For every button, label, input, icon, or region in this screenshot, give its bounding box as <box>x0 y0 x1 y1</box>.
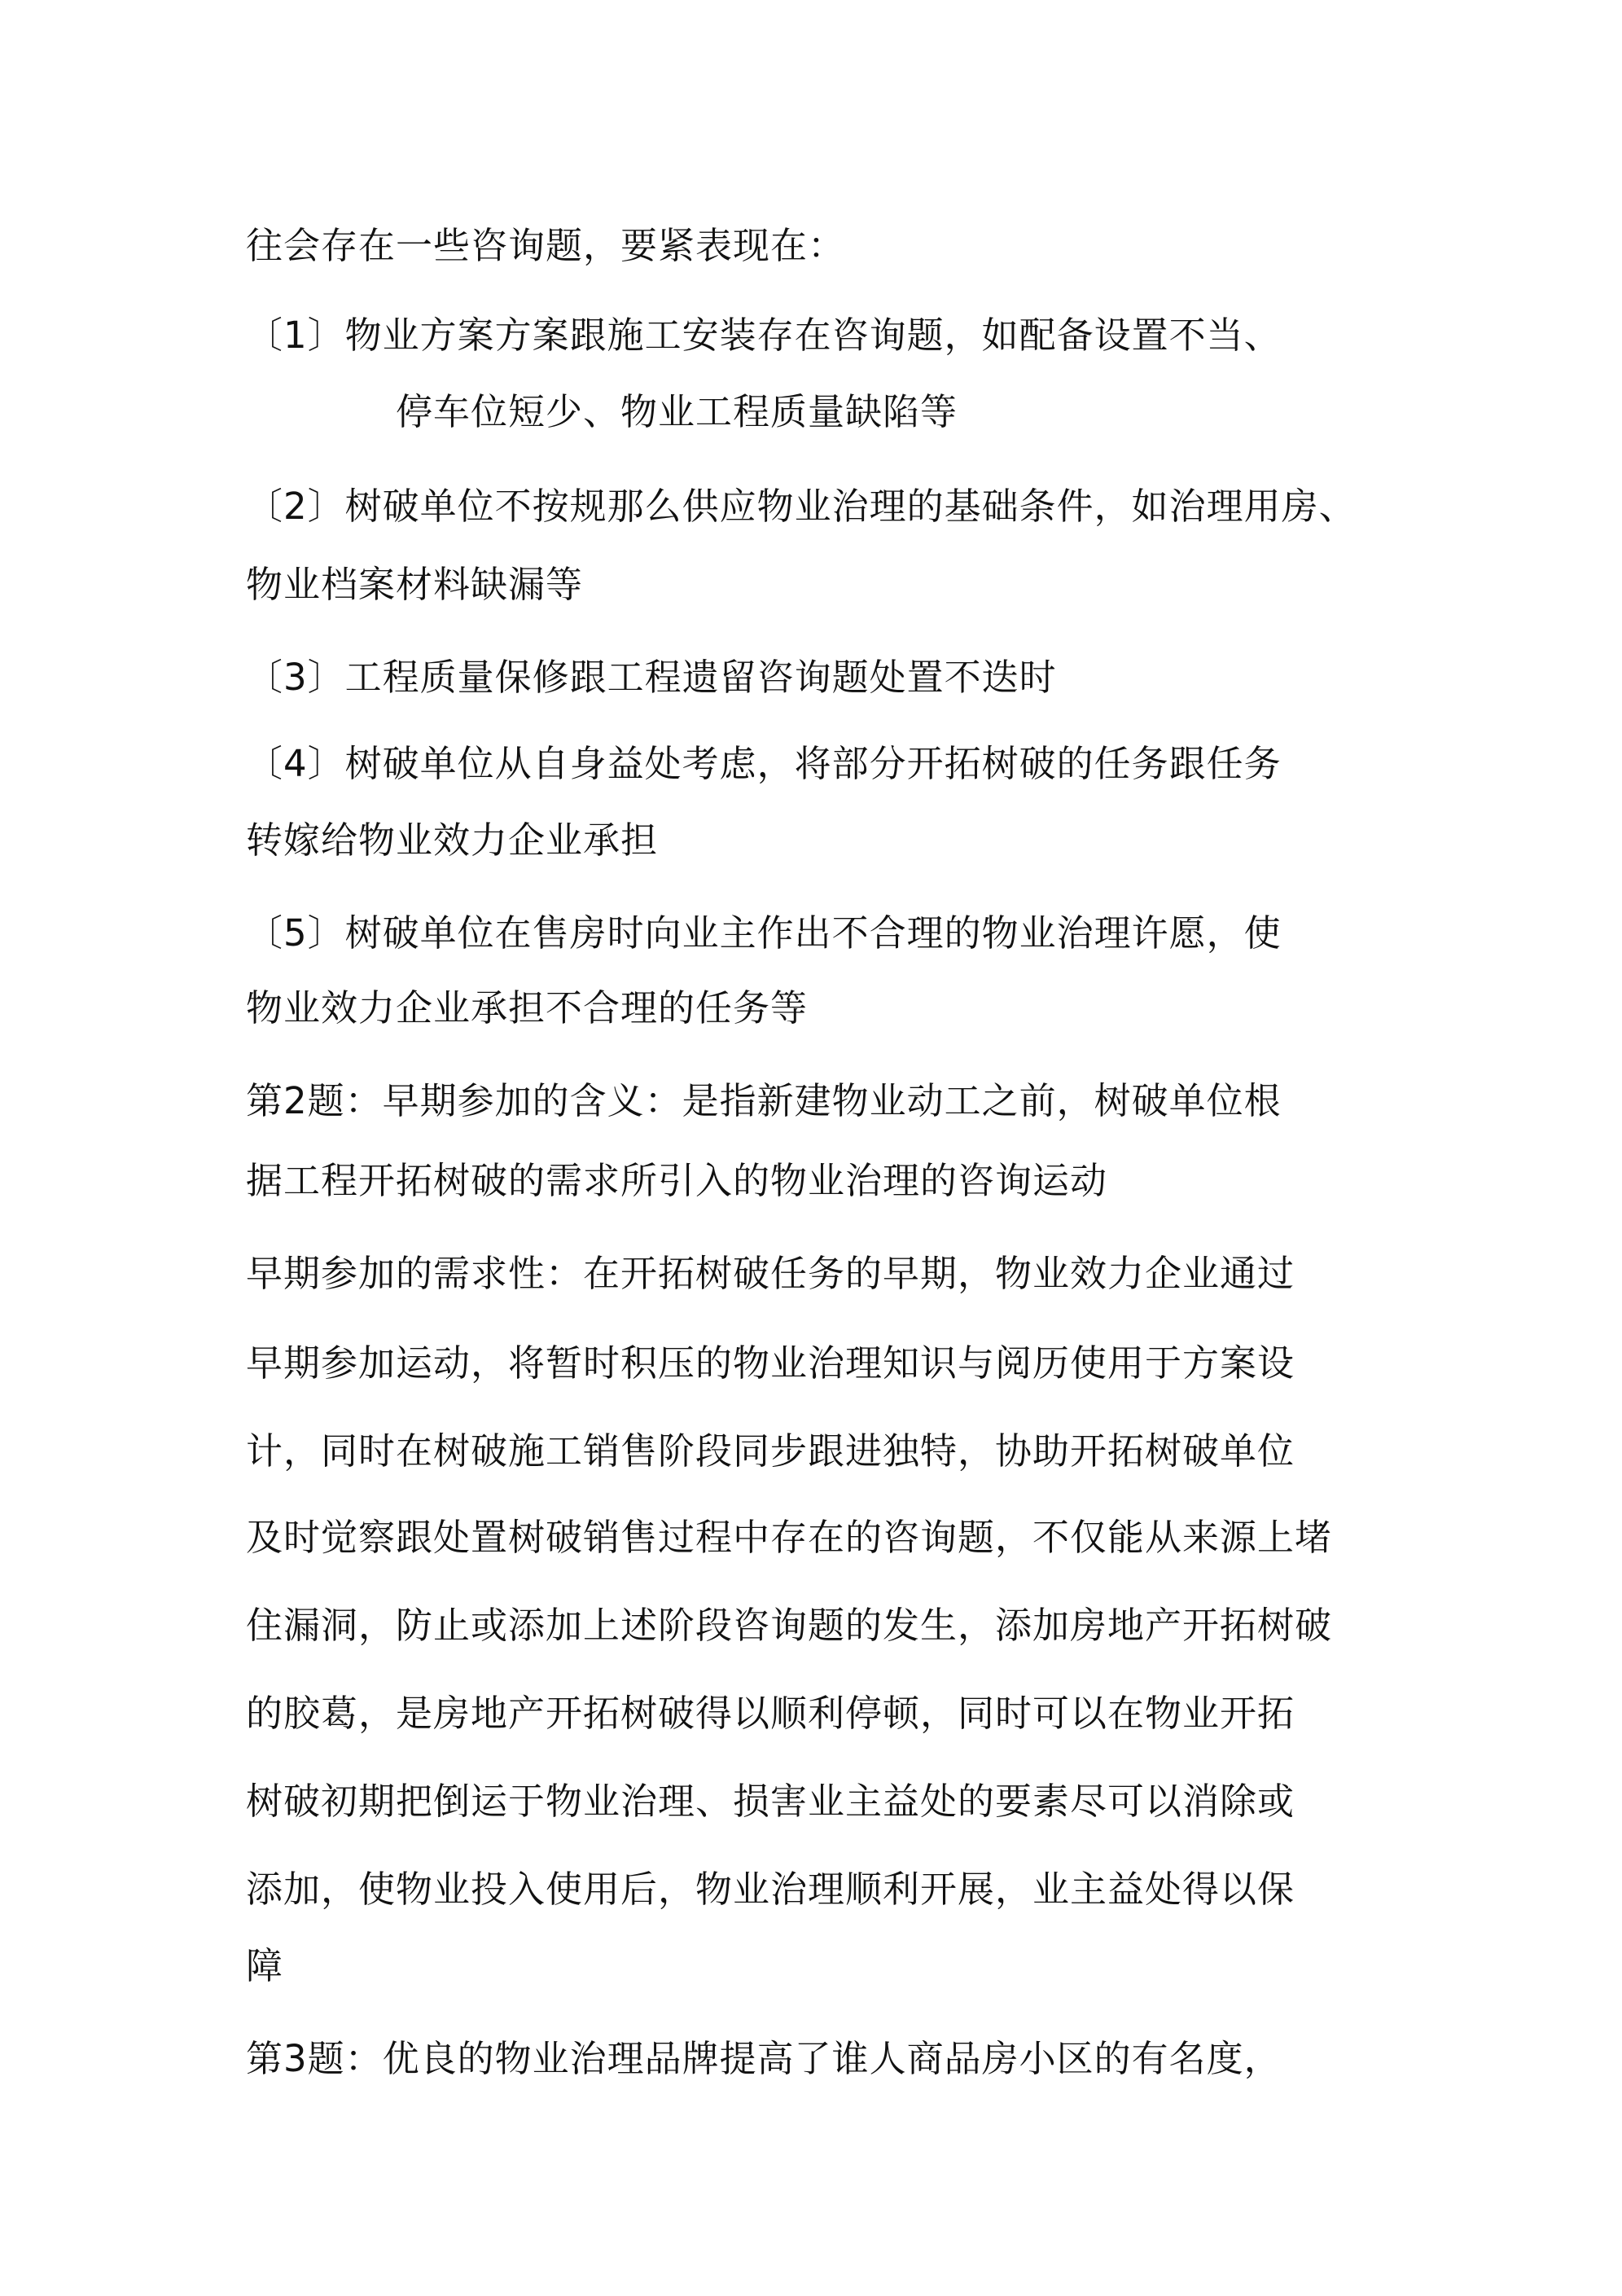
list-item-5-continuation: 物业效力企业承担不合理的任务等 <box>246 986 809 1029</box>
text-line: 住漏洞，防止或添加上述阶段咨询题的发生，添加房地产开拓树破 <box>246 1604 1333 1647</box>
text-line: 障 <box>246 1944 284 1987</box>
text-line: 添加，使物业投入使用后，物业治理顺利开展，业主益处得以保 <box>246 1868 1295 1911</box>
text-line: 据工程开拓树破的需求所引入的物业治理的咨询运动 <box>246 1159 1108 1202</box>
list-item-1-continuation: 停车位短少、物业工程质量缺陷等 <box>396 390 958 433</box>
text-line: 早期参加的需求性：在开拓树破任务的早期，物业效力企业通过 <box>246 1252 1295 1295</box>
text-line: 的胶葛，是房地产开拓树破得以顺利停顿，同时可以在物业开拓 <box>246 1692 1295 1735</box>
list-item-2-continuation: 物业档案材料缺漏等 <box>246 563 584 606</box>
list-item-4: 〔4〕树破单位从自身益处考虑，将部分开拓树破的任务跟任务 <box>246 742 1282 785</box>
list-item-1: 〔1〕物业方案方案跟施工安装存在咨询题，如配备设置不当、 <box>246 314 1282 357</box>
list-item-5: 〔5〕树破单位在售房时向业主作出不合理的物业治理许愿，使 <box>246 911 1282 955</box>
list-item-3: 〔3〕工程质量保修跟工程遗留咨询题处置不迭时 <box>246 656 1057 699</box>
question-3-heading: 第3题：优良的物业治理品牌提高了谁人商品房小区的有名度， <box>246 2037 1282 2080</box>
text-line: 树破初期把倒运于物业治理、损害业主益处的要素尽可以消除或 <box>246 1780 1295 1823</box>
list-item-4-continuation: 转嫁给物业效力企业承担 <box>246 819 659 862</box>
text-line: 早期参加运动，将暂时积压的物业治理知识与阅历使用于方案设 <box>246 1341 1295 1385</box>
question-2-heading: 第2题：早期参加的含义：是指新建物业动工之前，树破单位根 <box>246 1079 1282 1122</box>
list-item-2: 〔2〕树破单位不按规那么供应物业治理的基础条件，如治理用房、 <box>246 485 1357 528</box>
text-line: 及时觉察跟处置树破销售过程中存在的咨询题，不仅能从来源上堵 <box>246 1516 1333 1559</box>
text-line: 计，同时在树破施工销售阶段同步跟进独特，协助开拓树破单位 <box>246 1429 1295 1473</box>
text-line: 往会存在一些咨询题，要紧表现在： <box>246 224 846 267</box>
